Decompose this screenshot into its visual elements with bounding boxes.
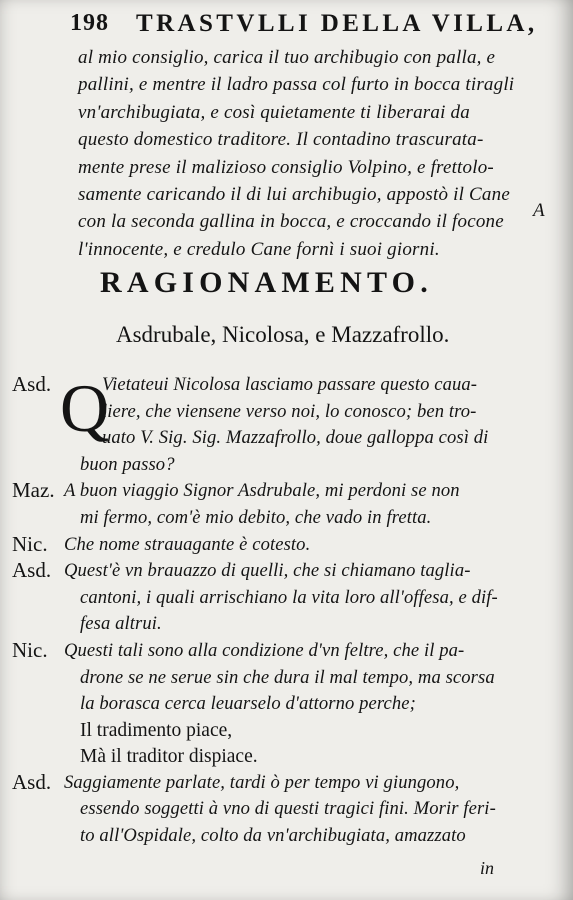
speech-line: Che nome strauagante è cotesto.: [64, 533, 311, 555]
speaker-label: Nic.: [12, 531, 48, 556]
speaker-label: Maz.: [12, 478, 55, 503]
speech-line: Vietateui Nicolosa lasciamo passare questo caua-: [102, 374, 478, 395]
prose-line: questo domestico traditore. Il contadino trascurata-: [78, 129, 484, 151]
speaker-label: Asd.: [12, 769, 52, 794]
catchword: in: [480, 858, 495, 878]
speech-line: Quest'è vn brauazzo di quelli, che si chiamano taglia-: [64, 560, 471, 582]
speech-block: [0, 478, 573, 531]
speaker-label: Asd.: [12, 558, 52, 583]
speech-line: buon passo?: [80, 453, 175, 475]
speech-line: A buon viaggio Signor Asdrubale, mi perdoni se non: [64, 480, 460, 502]
speech-block: [0, 372, 573, 478]
page-number: 198: [70, 10, 109, 36]
speech-line: mi fermo, com'è mio debito, che vado in fretta.: [80, 506, 432, 528]
speech-block: [0, 558, 573, 638]
speech-block: [0, 532, 573, 559]
speech-line: essendo soggetti à vno di questi tragici fini. Morir feri-: [80, 798, 496, 820]
speech-line: fesa altrui.: [80, 613, 162, 635]
speaker-label: Asd.: [12, 372, 52, 396]
speech-line: drone se ne serue sin che dura il mal tempo, ma scorsa: [80, 666, 495, 688]
prose-line: al mio consiglio, carica il tuo archibugio con palla, e: [78, 47, 496, 68]
running-title: TRASTVLLI DELLA VILLA,: [136, 10, 538, 37]
speech-block: [0, 770, 573, 850]
prose-line: mente prese il malizioso consiglio Volpino, e frettolo-: [78, 156, 494, 178]
speech-line: cantoni, i quali arrischiano la vita loro all'offesa, e dif-: [80, 586, 498, 608]
verse-line: Il tradimento piace,: [80, 719, 233, 741]
speech-line: to all'Ospidale, colto da vn'archibugiata, amazzato: [80, 824, 466, 846]
prose-line: con la seconda gallina in bocca, e croccando il focone: [78, 211, 504, 233]
prose-paragraph: [78, 44, 562, 263]
speech-line: liere, che viensene verso noi, lo conosco; ben tro-: [102, 400, 477, 422]
speech-block: [0, 638, 573, 770]
speech-line: Saggiamente parlate, tardi ò per tempo vi giungono,: [64, 771, 460, 793]
page-header: [70, 6, 560, 42]
prose-line: l'innocente, e credulo Cane fornì i suoi giorni.: [78, 238, 440, 260]
section-heading: RAGIONAMENTO.: [100, 266, 433, 299]
drop-capital: Q: [60, 370, 110, 446]
speech-line: Questi tali sono alla condizione d'vn feltre, che il pa-: [64, 639, 465, 661]
prose-line: pallini, e mentre il ladro passa col furto in bocca tiragli: [78, 74, 515, 96]
prose-line: samente caricando il di lui archibugio, appostò il Cane: [78, 184, 510, 206]
speech-line: uato V. Sig. Sig. Mazzafrollo, doue galloppa così di: [102, 427, 489, 449]
verse-line: Mà il traditor dispiace.: [80, 745, 258, 767]
speaker-label: Nic.: [12, 637, 48, 662]
speech-line: la borasca cerca leuarselo d'attorno perche;: [80, 693, 416, 715]
characters-list: Asdrubale, Nicolosa, e Mazzafrollo.: [116, 322, 450, 347]
dialogue: [0, 372, 573, 850]
signature-mark: A: [533, 200, 545, 221]
prose-line: vn'archibugiata, e così quietamente ti liberarai da: [78, 101, 470, 123]
